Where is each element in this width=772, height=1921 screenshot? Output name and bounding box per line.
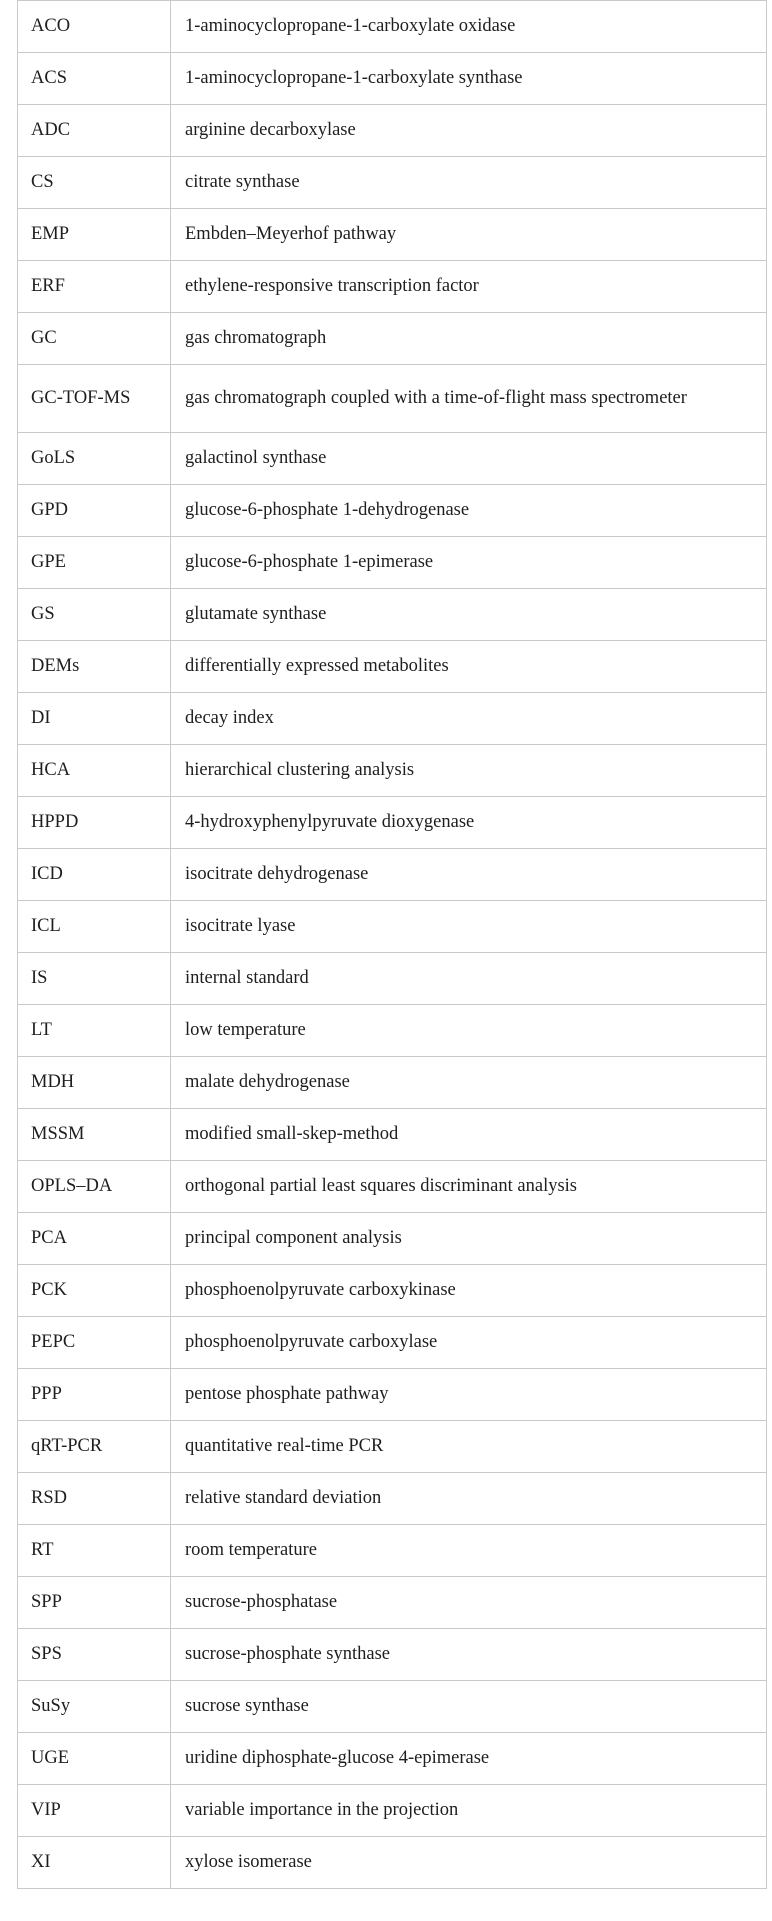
definition-cell: hierarchical clustering analysis — [171, 745, 767, 797]
table-row — [18, 1525, 767, 1577]
table-row — [18, 485, 767, 537]
table-row — [18, 1785, 767, 1837]
table-row — [18, 589, 767, 641]
table-row — [18, 313, 767, 365]
table-row — [18, 1421, 767, 1473]
abbreviation-cell: PEPC — [18, 1317, 171, 1369]
abbreviation-cell: ACO — [18, 1, 171, 53]
abbreviation-cell: PCA — [18, 1213, 171, 1265]
table-row — [18, 433, 767, 485]
definition-cell: glutamate synthase — [171, 589, 767, 641]
abbreviation-cell: ICD — [18, 849, 171, 901]
table-row — [18, 1369, 767, 1421]
abbreviation-cell: HCA — [18, 745, 171, 797]
abbreviation-cell: GC — [18, 313, 171, 365]
abbreviation-cell: LT — [18, 1005, 171, 1057]
abbreviation-cell: GPD — [18, 485, 171, 537]
table-row — [18, 1109, 767, 1161]
definition-cell: principal component analysis — [171, 1213, 767, 1265]
abbreviation-cell: GC-TOF-MS — [18, 365, 171, 433]
table-row — [18, 797, 767, 849]
abbreviation-cell: MDH — [18, 1057, 171, 1109]
table-row — [18, 1265, 767, 1317]
definition-cell: uridine diphosphate-glucose 4-epimerase — [171, 1733, 767, 1785]
table-row — [18, 1161, 767, 1213]
abbreviation-cell: SuSy — [18, 1681, 171, 1733]
table-row — [18, 1733, 767, 1785]
table-row — [18, 1057, 767, 1109]
definition-cell: glucose-6-phosphate 1-dehydrogenase — [171, 485, 767, 537]
table-row — [18, 849, 767, 901]
abbreviation-cell: ERF — [18, 261, 171, 313]
definition-cell: galactinol synthase — [171, 433, 767, 485]
definition-cell: 1-aminocyclopropane-1-carboxylate synthase — [171, 53, 767, 105]
definition-cell: isocitrate dehydrogenase — [171, 849, 767, 901]
abbreviation-cell: ICL — [18, 901, 171, 953]
table-row — [18, 641, 767, 693]
abbreviation-cell: CS — [18, 157, 171, 209]
definition-cell: gas chromatograph — [171, 313, 767, 365]
definition-cell: xylose isomerase — [171, 1837, 767, 1889]
table-row — [18, 1005, 767, 1057]
abbreviation-cell: SPS — [18, 1629, 171, 1681]
table-row — [18, 365, 767, 433]
definition-cell: orthogonal partial least squares discriminant analysis — [171, 1161, 767, 1213]
definition-cell: sucrose-phosphatase — [171, 1577, 767, 1629]
abbreviation-cell: qRT-PCR — [18, 1421, 171, 1473]
abbreviation-cell: HPPD — [18, 797, 171, 849]
definition-cell: citrate synthase — [171, 157, 767, 209]
table-row — [18, 1577, 767, 1629]
table-row — [18, 209, 767, 261]
definition-cell: sucrose synthase — [171, 1681, 767, 1733]
abbreviation-cell: GS — [18, 589, 171, 641]
table-row — [18, 1629, 767, 1681]
table-row — [18, 261, 767, 313]
abbreviations-table — [17, 0, 767, 1889]
table-row — [18, 693, 767, 745]
table-row — [18, 105, 767, 157]
definition-cell: sucrose-phosphate synthase — [171, 1629, 767, 1681]
definition-cell: 4-hydroxyphenylpyruvate dioxygenase — [171, 797, 767, 849]
abbreviation-cell: PCK — [18, 1265, 171, 1317]
abbreviation-cell: ADC — [18, 105, 171, 157]
definition-cell: differentially expressed metabolites — [171, 641, 767, 693]
abbreviation-cell: VIP — [18, 1785, 171, 1837]
table-row — [18, 901, 767, 953]
abbreviations-table-body — [18, 1, 767, 1889]
abbreviation-cell: GPE — [18, 537, 171, 589]
definition-cell: 1-aminocyclopropane-1-carboxylate oxidase — [171, 1, 767, 53]
abbreviation-cell: RT — [18, 1525, 171, 1577]
definition-cell: relative standard deviation — [171, 1473, 767, 1525]
table-row — [18, 1681, 767, 1733]
table-row — [18, 1213, 767, 1265]
abbreviation-cell: ACS — [18, 53, 171, 105]
definition-cell: glucose-6-phosphate 1-epimerase — [171, 537, 767, 589]
definition-cell: ethylene-responsive transcription factor — [171, 261, 767, 313]
abbreviation-cell: PPP — [18, 1369, 171, 1421]
definition-cell: phosphoenolpyruvate carboxylase — [171, 1317, 767, 1369]
definition-cell: arginine decarboxylase — [171, 105, 767, 157]
definition-cell: isocitrate lyase — [171, 901, 767, 953]
table-row — [18, 1, 767, 53]
abbreviation-cell: DI — [18, 693, 171, 745]
table-row — [18, 953, 767, 1005]
definition-cell: decay index — [171, 693, 767, 745]
definition-cell: Embden–Meyerhof pathway — [171, 209, 767, 261]
abbreviation-cell: GoLS — [18, 433, 171, 485]
abbreviation-cell: OPLS–DA — [18, 1161, 171, 1213]
table-row — [18, 745, 767, 797]
table-row — [18, 537, 767, 589]
table-row — [18, 53, 767, 105]
definition-cell: low temperature — [171, 1005, 767, 1057]
table-row — [18, 1317, 767, 1369]
definition-cell: pentose phosphate pathway — [171, 1369, 767, 1421]
table-row — [18, 1837, 767, 1889]
definition-cell: quantitative real-time PCR — [171, 1421, 767, 1473]
abbreviation-cell: EMP — [18, 209, 171, 261]
abbreviation-cell: UGE — [18, 1733, 171, 1785]
definition-cell: room temperature — [171, 1525, 767, 1577]
table-row — [18, 1473, 767, 1525]
abbreviation-cell: DEMs — [18, 641, 171, 693]
definition-cell: malate dehydrogenase — [171, 1057, 767, 1109]
definition-cell: variable importance in the projection — [171, 1785, 767, 1837]
definition-cell: gas chromatograph coupled with a time-of-flight mass spectrometer — [171, 365, 767, 433]
abbreviation-cell: RSD — [18, 1473, 171, 1525]
abbreviation-cell: SPP — [18, 1577, 171, 1629]
abbreviation-cell: XI — [18, 1837, 171, 1889]
abbreviation-cell: IS — [18, 953, 171, 1005]
definition-cell: internal standard — [171, 953, 767, 1005]
definition-cell: modified small-skep-method — [171, 1109, 767, 1161]
definition-cell: phosphoenolpyruvate carboxykinase — [171, 1265, 767, 1317]
table-row — [18, 157, 767, 209]
abbreviation-cell: MSSM — [18, 1109, 171, 1161]
